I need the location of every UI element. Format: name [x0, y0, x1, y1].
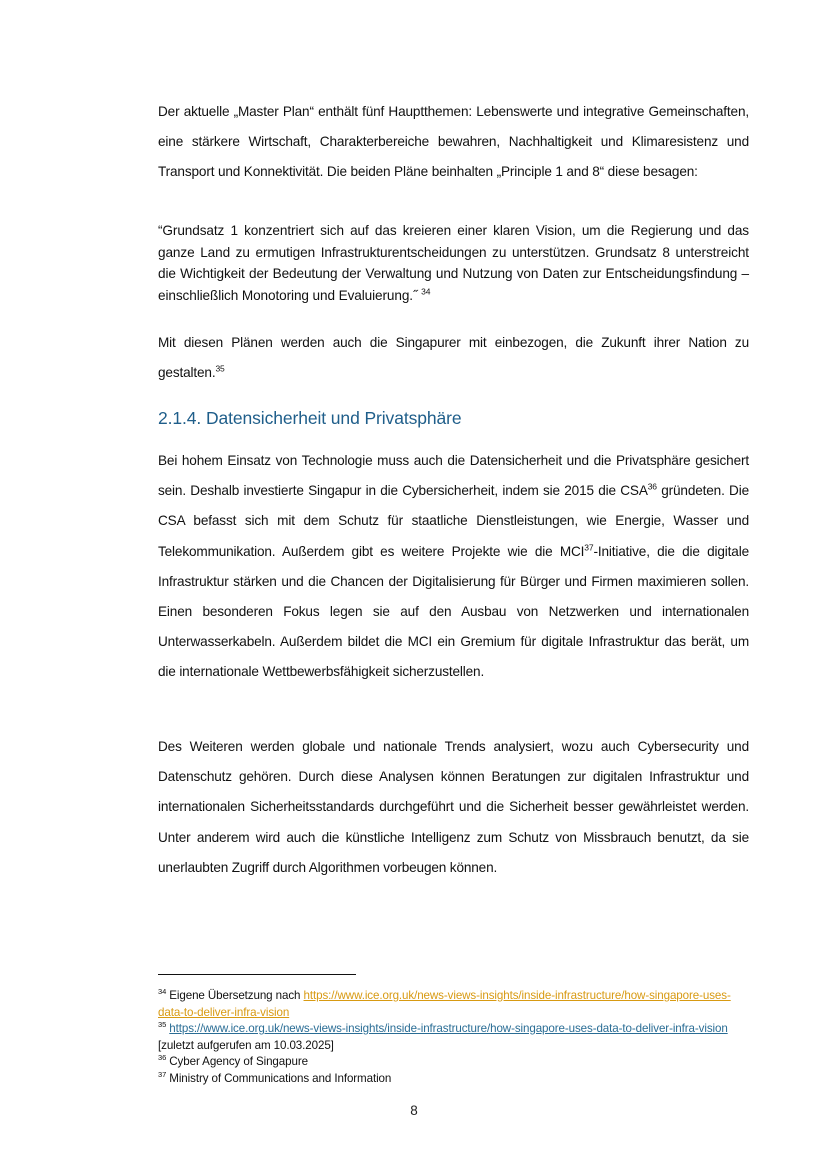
- footnote-ref-36[interactable]: 36: [647, 481, 657, 492]
- quote-text: “Grundsatz 1 konzentriert sich auf das kreieren einer klaren Vision, um die Regierung und das ganze Land zu ermutigen Infrastrukturentscheidungen zu unterstützen. Grundsatz 8 unterstreicht die Wichtigkeit der Bedeutung der Verwaltung und Nutzung von Daten zur Entscheidungsfindung – einschließlich Monotoring und Evaluierung.˝: [158, 223, 749, 303]
- paragraph-singapurer: [158, 328, 749, 388]
- footnote-text: Cyber Agency of Singapure: [166, 1055, 308, 1068]
- footnote-number: 37: [158, 1069, 167, 1079]
- paragraph-datensicherheit: [158, 446, 749, 688]
- paragraph-text-part-3: -Initiative, die die digitale Infrastruktur stärken und die Chancen der Digitalisierung für Bürger und Firmen maximieren sollen. Einen besonderen Fokus legen sie auf den Ausbau von Netzwerken und internationalen Unterwasserkabeln. Außerdem bildet die MCI ein Gremium für digitale Infrastruktur das berät, um die internationale Wettbewerbsfähigkeit sicherzustellen.: [158, 543, 749, 680]
- footnote-text: Ministry of Communications and Information: [166, 1071, 392, 1085]
- footnote-35: [158, 1021, 749, 1054]
- section-heading: 2.1.4. Datensicherheit und Privatsphäre: [158, 408, 462, 428]
- footnotes: [158, 988, 749, 1087]
- paragraph-master-plan: Der aktuelle „Master Plan“ enthält fünf Hauptthemen: Lebenswerte und integrative Gemeinschaften, eine stärkere Wirtschaft, Charakterbereiche bewahren, Nachhaltigkeit und Klimaresistenz und Transport und Konnektivität. Die beiden Pläne beinhalten „Principle 1 and 8“ diese besagen:: [158, 104, 749, 180]
- block-quote: [158, 220, 749, 306]
- footnote-access-date: [zuletzt aufgerufen am 10.03.2025]: [158, 1038, 334, 1052]
- footnote-37: [158, 1071, 749, 1088]
- footnote-separator: [158, 974, 356, 975]
- footnote-34: [158, 988, 749, 1021]
- footnote-text: Eigene Übersetzung nach: [166, 989, 304, 1002]
- paragraph-trends: Des Weiteren werden globale und nationale Trends analysiert, wozu auch Cybersecurity und Datenschutz gehören. Durch diese Analysen können Beratungen zur digitalen Infrastruktur und internationalen Sicherheitsstandards durchgeführt und die Sicherheit besser gewährleistet werden. Unter anderem wird auch die künstliche Intelligenz zum Schutz von Missbrauch benutzt, da sie unerlaubten Zugriff durch Algorithmen vorbeugen können.: [158, 739, 749, 875]
- footnote-ref-34[interactable]: 34: [421, 285, 431, 296]
- footnote-36: [158, 1054, 749, 1071]
- footnote-34-link[interactable]: https://www.ice.org.uk/news-views-insights/inside-infrastructure/how-singapore-uses-data-to-deliver-infra-vision: [158, 989, 731, 1019]
- footnote-ref-37[interactable]: 37: [584, 542, 594, 553]
- paragraph-text-part-1: Bei hohem Einsatz von Technologie muss auch die Datensicherheit und die Privatsphäre gesichert sein. Deshalb investierte Singapur in die Cybersicherheit, indem sie 2015 die CSA: [158, 453, 749, 499]
- footnote-number: 34: [158, 987, 167, 997]
- paragraph-text-part-2: gründeten. Die CSA befasst sich mit dem Schutz für staatliche Dienstleistungen, wie Energie, Wasser und Telekommunikation. Außerdem gibt es weitere Projekte wie die MCI: [158, 483, 749, 559]
- footnote-35-link[interactable]: https://www.ice.org.uk/news-views-insights/inside-infrastructure/how-singapore-uses-data-to-deliver-infra-vision: [169, 1022, 728, 1035]
- page-number: 8: [410, 1103, 418, 1118]
- footnote-number: 36: [158, 1053, 167, 1063]
- footnote-number: 35: [158, 1020, 167, 1030]
- paragraph-text: Mit diesen Plänen werden auch die Singapurer mit einbezogen, die Zukunft ihrer Nation zu gestalten.: [158, 335, 749, 381]
- footnote-ref-35[interactable]: 35: [215, 363, 225, 374]
